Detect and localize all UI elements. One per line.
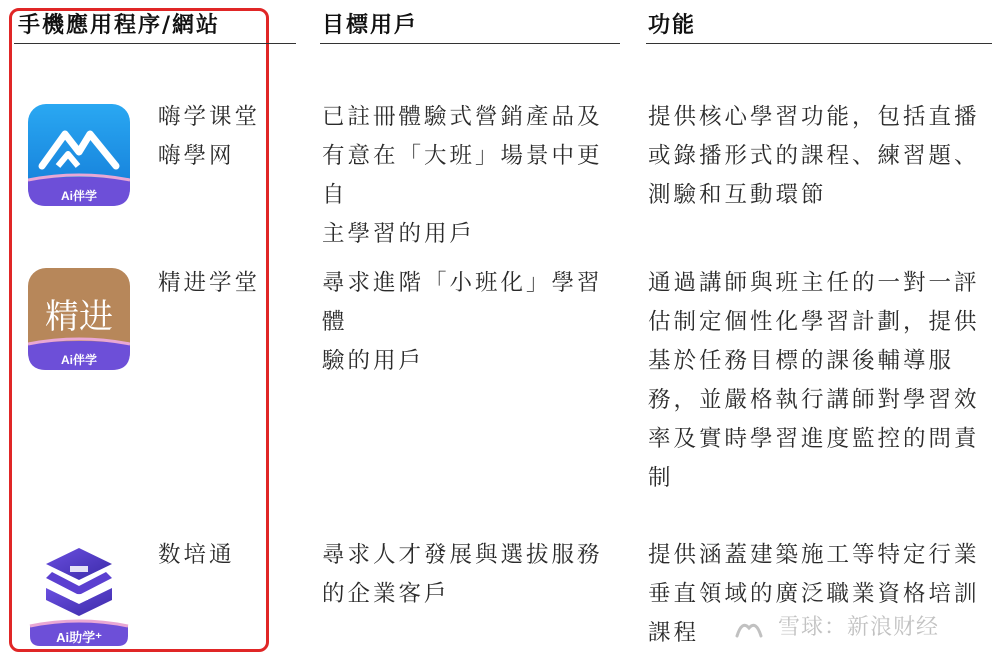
icon-badge-2: Ai伴学 <box>60 353 98 367</box>
users-cell-1 <box>322 98 622 254</box>
app-name-3 <box>158 536 270 575</box>
text-line: 務，並嚴格執行講師對學習效 <box>648 387 980 413</box>
shupeitong-s-icon <box>28 544 130 646</box>
app-name-1 <box>158 98 270 176</box>
header-app: 手機應用程序/網站 <box>18 12 221 38</box>
text-line: 提供核心學習功能，包括直播 <box>648 104 980 130</box>
text-line: 已註冊體驗式營銷產品及 <box>322 104 603 130</box>
text-line: 基於任務目標的課後輔導服 <box>648 348 955 374</box>
shupeitong-app-icon[interactable] <box>28 544 130 646</box>
users-cell-3 <box>322 536 622 614</box>
text-line: 課程 <box>648 620 700 646</box>
icon-badge-1: Ai伴学 <box>60 189 98 203</box>
text-line: 尋求人才發展與選拔服務 <box>322 542 603 568</box>
function-cell-2 <box>648 264 998 498</box>
snowball-logo-icon <box>734 616 764 640</box>
watermark-text: 雪球：新浪财经 <box>778 615 940 640</box>
header-rule-function <box>646 43 992 44</box>
app-name-line: 精进学堂 <box>158 270 261 296</box>
header-users: 目標用戶 <box>322 12 419 38</box>
header-rule-app <box>14 43 296 44</box>
app-name-line: 数培通 <box>158 542 235 568</box>
app-name-line: 嗨学课堂 <box>158 104 261 130</box>
text-line: 率及實時學習進度監控的問責 <box>648 426 980 452</box>
text-line: 提供涵蓋建築施工等特定行業 <box>648 542 980 568</box>
text-line: 有意在「大班」場景中更自 <box>322 143 603 208</box>
jingjin-icon-text: 精进 <box>45 297 113 337</box>
app-name-2 <box>158 264 270 303</box>
header-rule-users <box>320 43 620 44</box>
icon-badge-3: Ai助学⁺ <box>56 630 102 645</box>
text-line: 驗的用戶 <box>322 348 425 374</box>
jingjin-text-icon <box>28 268 130 370</box>
haixue-mountain-icon <box>28 104 130 206</box>
text-line: 通過講師與班主任的一對一評 <box>648 270 980 296</box>
watermark <box>734 610 939 641</box>
text-line: 制 <box>648 465 674 491</box>
text-line: 的企業客戶 <box>322 581 450 607</box>
text-line: 測驗和互動環節 <box>648 182 827 208</box>
function-cell-1 <box>648 98 998 215</box>
text-line: 或錄播形式的課程、練習題、 <box>648 143 980 169</box>
text-line: 垂直領域的廣泛職業資格培訓 <box>648 581 980 607</box>
app-name-line: 嗨學网 <box>158 143 235 169</box>
text-line: 尋求進階「小班化」學習體 <box>322 270 603 335</box>
text-line: 主學習的用戶 <box>322 221 476 247</box>
users-cell-2 <box>322 264 622 381</box>
haixue-app-icon[interactable] <box>28 104 130 206</box>
header-function: 功能 <box>648 12 697 38</box>
jingjin-app-icon[interactable] <box>28 268 130 370</box>
text-line: 估制定個性化學習計劃，提供 <box>648 309 980 335</box>
